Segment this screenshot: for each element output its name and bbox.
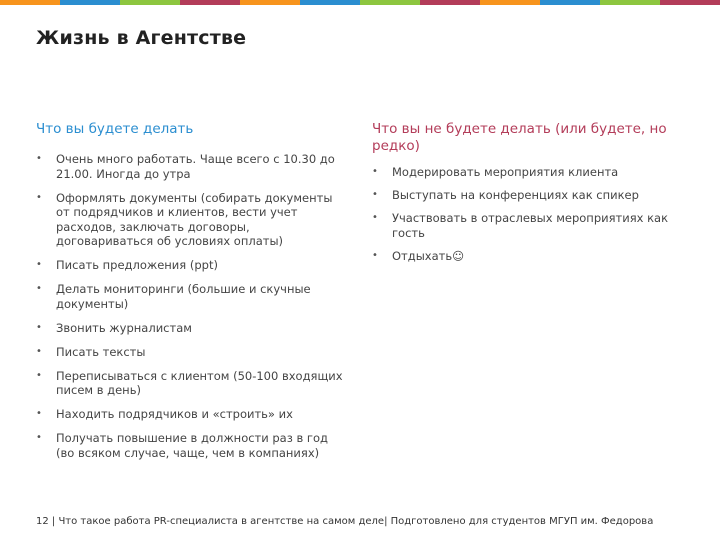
list-item [36,407,346,422]
color-stripe-segment [360,0,420,5]
list-item [36,191,346,249]
bullet-icon: • [372,166,378,177]
list-item [36,321,346,336]
list-item [372,211,697,240]
page-title: Жизнь в Агентстве [36,27,247,49]
bullet-icon: • [36,345,42,357]
color-stripe [0,0,720,5]
list-item-text: Находить подрядчиков и «строить» их [56,407,293,421]
bullet-icon: • [36,321,42,333]
color-stripe-segment [0,0,60,5]
bullet-icon: • [36,153,42,164]
color-stripe-segment [300,0,360,5]
color-stripe-segment [120,0,180,5]
do-heading: Что вы будете делать [36,121,194,137]
list-item-text: Выступать на конференциях как спикер [392,188,639,202]
color-stripe-segment [240,0,300,5]
list-item-text: Звонить журналистам [56,320,192,335]
bullet-icon: • [372,189,378,200]
bullet-icon: • [36,259,42,270]
list-item [36,152,346,181]
list-item-text: Очень много работать. Чаще всего с 10.30 до 21.00. Иногда до утра [56,152,335,181]
list-item-text: Делать мониторинги (большие и скучные документы) [56,282,311,311]
list-item-text: Получать повышение в должности раз в год (во всяком случае, чаще, чем в компаниях) [56,431,328,460]
list-item [36,345,346,360]
list-item [372,188,697,203]
list-item [36,369,346,398]
dont-column [372,121,697,272]
color-stripe-segment [180,0,240,5]
color-stripe-segment [480,0,540,5]
bullet-icon: • [36,283,42,294]
bullet-icon: • [36,369,42,381]
bullet-icon: • [36,432,42,443]
list-item-text: Писать предложения (ppt) [56,258,218,272]
list-item [372,165,697,180]
bullet-icon: • [372,212,378,223]
bullet-icon: • [36,191,42,203]
list-item-text: Отдыхать☺ [392,248,465,263]
list-item [36,431,346,460]
do-list [36,152,346,460]
list-item [372,249,697,264]
footer: 12 | Что такое работа PR-специалиста в агентстве на самом деле| Подготовлено для студентов МГУП им. Федорова [36,516,654,527]
list-item-text: Участвовать в отраслевых мероприятиях как гость [392,211,669,240]
list-item [36,282,346,311]
dont-heading: Что вы не будете делать (или будете, но редко) [372,121,667,154]
color-stripe-segment [660,0,720,5]
bullet-icon: • [372,249,378,261]
do-column [36,121,346,470]
list-item [36,258,346,273]
color-stripe-segment [600,0,660,5]
dont-list [372,165,697,263]
bullet-icon: • [36,408,42,419]
list-item-text: Оформлять документы (собирать документы от подрядчиков и клиентов, вести учет расходов, заключать договоры, договариваться об условиях оплаты) [56,190,333,248]
color-stripe-segment [420,0,480,5]
color-stripe-segment [60,0,120,5]
list-item-text: Модерировать мероприятия клиента [392,165,619,179]
list-item-text: Писать тексты [56,344,146,359]
list-item-text: Переписываться с клиентом (50-100 входящих писем в день) [56,368,343,397]
color-stripe-segment [540,0,600,5]
